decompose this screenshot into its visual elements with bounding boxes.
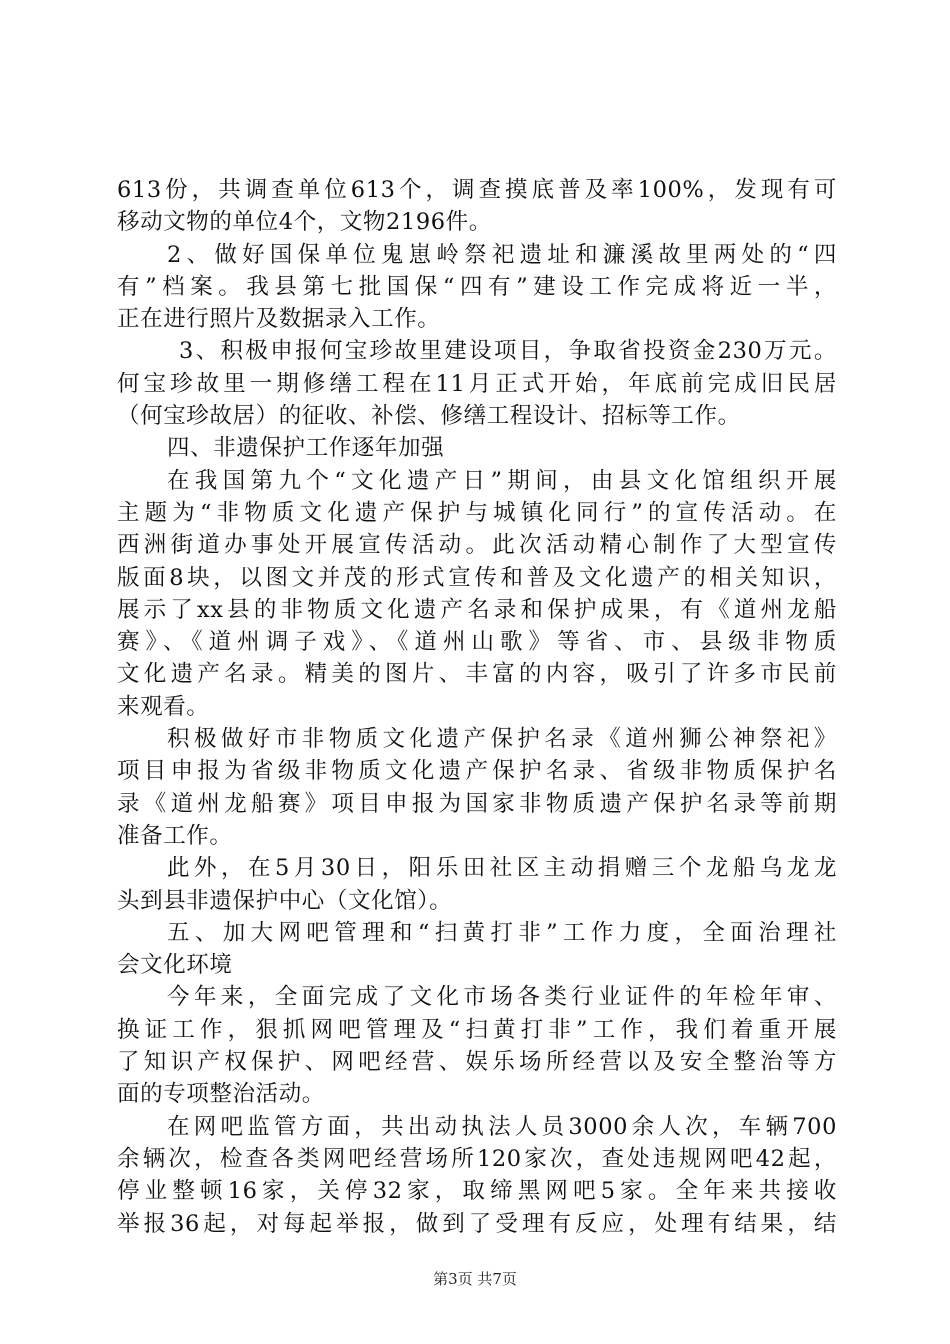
text-line: 赛》、《道州调子戏》、《道州山歌》等省、市、县级非物质 xyxy=(117,629,837,656)
text-line: 积极做好市非物质文化遗产保护名录《道州狮公神祭祀》 xyxy=(167,726,837,753)
text-line: 西洲街道办事处开展宣传活动。此次活动精心制作了大型宣传 xyxy=(117,532,837,559)
text-line: 录《道州龙船赛》项目申报为国家非物质遗产保护名录等前期 xyxy=(117,790,837,817)
text-line: 613份，共调查单位613个，调查摸底普及率100%，发现有可 xyxy=(117,177,837,203)
text-line: 今年来，全面完成了文化市场各类行业证件的年检年审、 xyxy=(167,984,837,1011)
text-line: 文化遗产名录。精美的图片、丰富的内容，吸引了许多市民前 xyxy=(117,661,837,688)
text-line: 了知识产权保护、网吧经营、娱乐场所经营以及安全整治等方 xyxy=(117,1049,837,1076)
text-line: 准备工作。 xyxy=(117,822,233,849)
text-line: 五、加大网吧管理和“扫黄打非”工作力度，全面治理社 xyxy=(167,919,837,946)
text-line: 项目申报为省级非物质文化遗产保护名录、省级非物质保护名 xyxy=(117,758,837,785)
text-line: 3、积极申报何宝珍故里建设项目，争取省投资金230万元。 xyxy=(179,338,837,365)
text-line: 头到县非遗保护中心（文化馆）。 xyxy=(117,887,453,914)
text-line: 此外，在5月30日，阳乐田社区主动捐赠三个龙船乌龙龙 xyxy=(167,855,837,882)
text-line: 在网吧监管方面，共出动执法人员3000余人次，车辆700 xyxy=(167,1113,837,1140)
text-line: 来观看。 xyxy=(117,693,210,720)
text-line: 主题为“非物质文化遗产保护与城镇化同行”的宣传活动。在 xyxy=(117,499,837,526)
text-line: 在我国第九个“文化遗产日”期间，由县文化馆组织开展 xyxy=(167,467,837,494)
text-line: 何宝珍故里一期修缮工程在11月正式开始，年底前完成旧民居 xyxy=(117,370,837,397)
text-line: 换证工作，狠抓网吧管理及“扫黄打非”工作，我们着重开展 xyxy=(117,1016,837,1043)
text-line: 会文化环境 xyxy=(117,952,233,979)
text-line: 展示了xx县的非物质文化遗产名录和保护成果，有《道州龙船 xyxy=(117,596,837,623)
text-line: （何宝珍故居）的征收、补偿、修缮工程设计、招标等工作。 xyxy=(117,403,741,430)
text-line: 移动文物的单位4个，文物2196件。 xyxy=(117,209,492,236)
text-line: 面的专项整治活动。 xyxy=(117,1081,325,1108)
text-line: 有”档案。我县第七批国保“四有”建设工作完成将近一半， xyxy=(117,273,837,300)
text-line: 四、非遗保护工作逐年加强 xyxy=(167,435,445,462)
text-line: 版面8块，以图文并茂的形式宣传和普及文化遗产的相关知识， xyxy=(117,564,837,591)
page-footer: 第3页 共7页 xyxy=(433,1270,517,1288)
text-line: 余辆次，检查各类网吧经营场所120家次，查处违规网吧42起， xyxy=(117,1145,837,1172)
text-line: 停业整顿16家，关停32家，取缔黑网吧5家。全年来共接收 xyxy=(117,1178,837,1205)
text-line: 正在进行照片及数据录入工作。 xyxy=(117,306,441,333)
text-line: 举报36起，对每起举报，做到了受理有反应，处理有结果，结 xyxy=(117,1210,837,1237)
text-line: 2、做好国保单位鬼崽岭祭祀遗址和濂溪故里两处的“四 xyxy=(167,241,837,268)
document-body xyxy=(117,174,837,1240)
